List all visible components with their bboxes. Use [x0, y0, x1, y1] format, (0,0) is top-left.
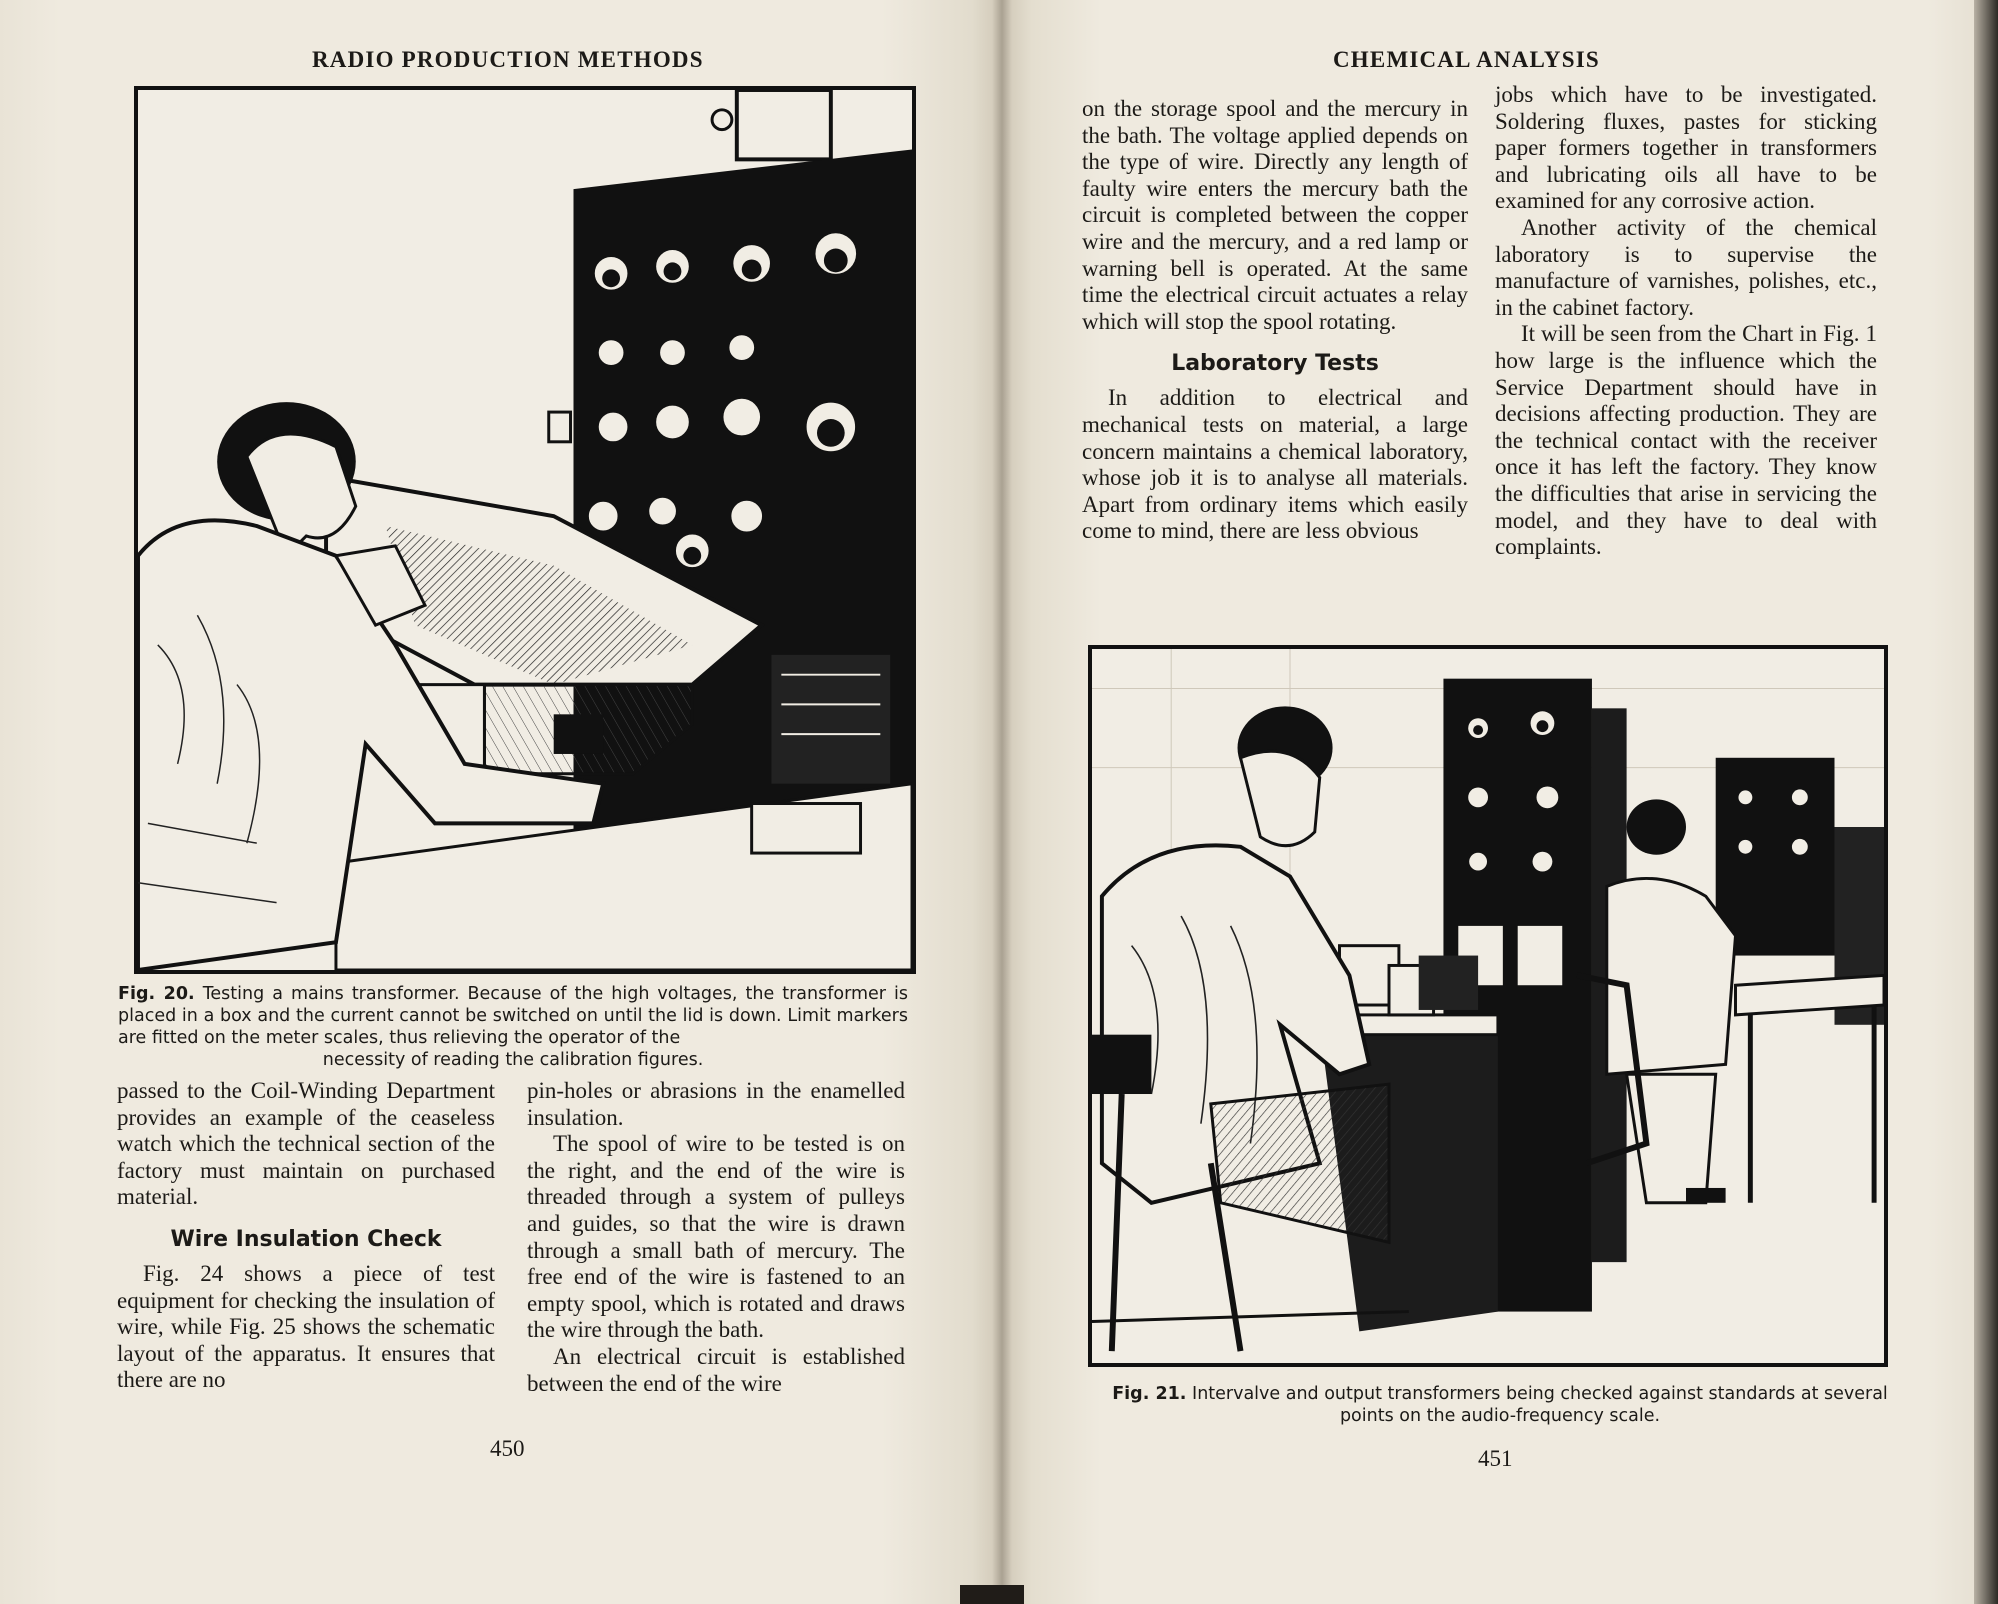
page-edge: [1974, 0, 1998, 1604]
section-heading-wire-insulation-check: Wire Insulation Check: [170, 1226, 442, 1252]
book-gutter: [992, 0, 1012, 1604]
paragraph: In addition to electrical and mechanical tests on material, a large concern maintains a chemical laboratory, whose job it is to analyse all materials. Apart from ordinary items which easily come to mind, there are less obvious: [1082, 385, 1468, 544]
section-heading-laboratory-tests: Laboratory Tests: [1171, 351, 1379, 377]
figure-21-caption-text: Intervalve and output transformers being checked against standards at several points on the audio-frequency scale.: [1192, 1384, 1888, 1426]
figure-20-illustration: [134, 86, 916, 974]
men-checking-transformers-illustration: [1092, 649, 1884, 1363]
paragraph: Fig. 24 shows a piece of test equipment for checking the insulation of wire, while Fig. 25 shows the schematic layout of the apparatus. It ensures that there are no: [117, 1260, 495, 1393]
running-head-left: RADIO PRODUCTION METHODS: [312, 47, 704, 72]
figure-20-caption-text: Testing a mains transformer. Because of the high voltages, the transformer is placed in a box and the current cannot be switched on until the lid is down. Limit markers are fitted on the meter scales, thus relieving the operator of the: [118, 984, 908, 1048]
right-column-1: [1082, 96, 1468, 545]
figure-21-illustration: [1088, 645, 1888, 1367]
woman-testing-transformer-illustration: [138, 90, 912, 970]
right-column-2: [1495, 82, 1877, 561]
page-number-right: 451: [1478, 1446, 1513, 1471]
figure-21-label: Fig. 21.: [1112, 1384, 1187, 1404]
figure-21-caption: [1100, 1383, 1900, 1427]
paragraph: pin-holes or abrasions in the enamelled insulation.: [527, 1078, 905, 1130]
figure-20-label: Fig. 20.: [118, 984, 195, 1004]
spine-bottom: [960, 1585, 1024, 1604]
paragraph: jobs which have to be investigated. Soldering fluxes, pastes for sticking paper formers together in transformers and lubricating oils all have to be examined for any corrosive action.: [1495, 82, 1877, 214]
page-number-left: 450: [490, 1436, 525, 1461]
paragraph: Another activity of the chemical laboratory is to supervise the manufacture of varnishes, polishes, etc., in the cabinet factory.: [1495, 214, 1877, 320]
left-column-1: [117, 1078, 495, 1394]
figure-20-caption: [118, 983, 908, 1071]
figure-20-caption-last-line: necessity of reading the calibration figures.: [322, 1050, 704, 1070]
paragraph: on the storage spool and the mercury in the bath. The voltage applied depends on the type of wire. Directly any length of faulty wire enters the mercury bath the circuit is completed between the copper wire and the mercury, and a red lamp or warning bell is operated. At the same time the electrical circuit actuates a relay which will stop the spool rotating.: [1082, 96, 1468, 334]
paragraph: An electrical circuit is established between the end of the wire: [527, 1343, 905, 1396]
paragraph: The spool of wire to be tested is on the right, and the end of the wire is threaded through a system of pulleys and guides, so that the wire is drawn through a small bath of mercury. The free end of the wire is fastened to an empty spool, which is rotated and draws the wire through the bath.: [527, 1131, 905, 1343]
paragraph: passed to the Coil-Winding Department provides an example of the ceaseless watch which the technical section of the factory must maintain on purchased material.: [117, 1078, 495, 1210]
left-column-2: [527, 1078, 905, 1397]
paragraph: It will be seen from the Chart in Fig. 1 how large is the influence which the Service Department should have in decisions affecting production. They are the technical contact with the receiver once it has left the factory. They know the difficulties that arise in servicing the model, and they have to deal with complaints.: [1495, 321, 1877, 560]
running-head-right: CHEMICAL ANALYSIS: [1333, 47, 1600, 72]
